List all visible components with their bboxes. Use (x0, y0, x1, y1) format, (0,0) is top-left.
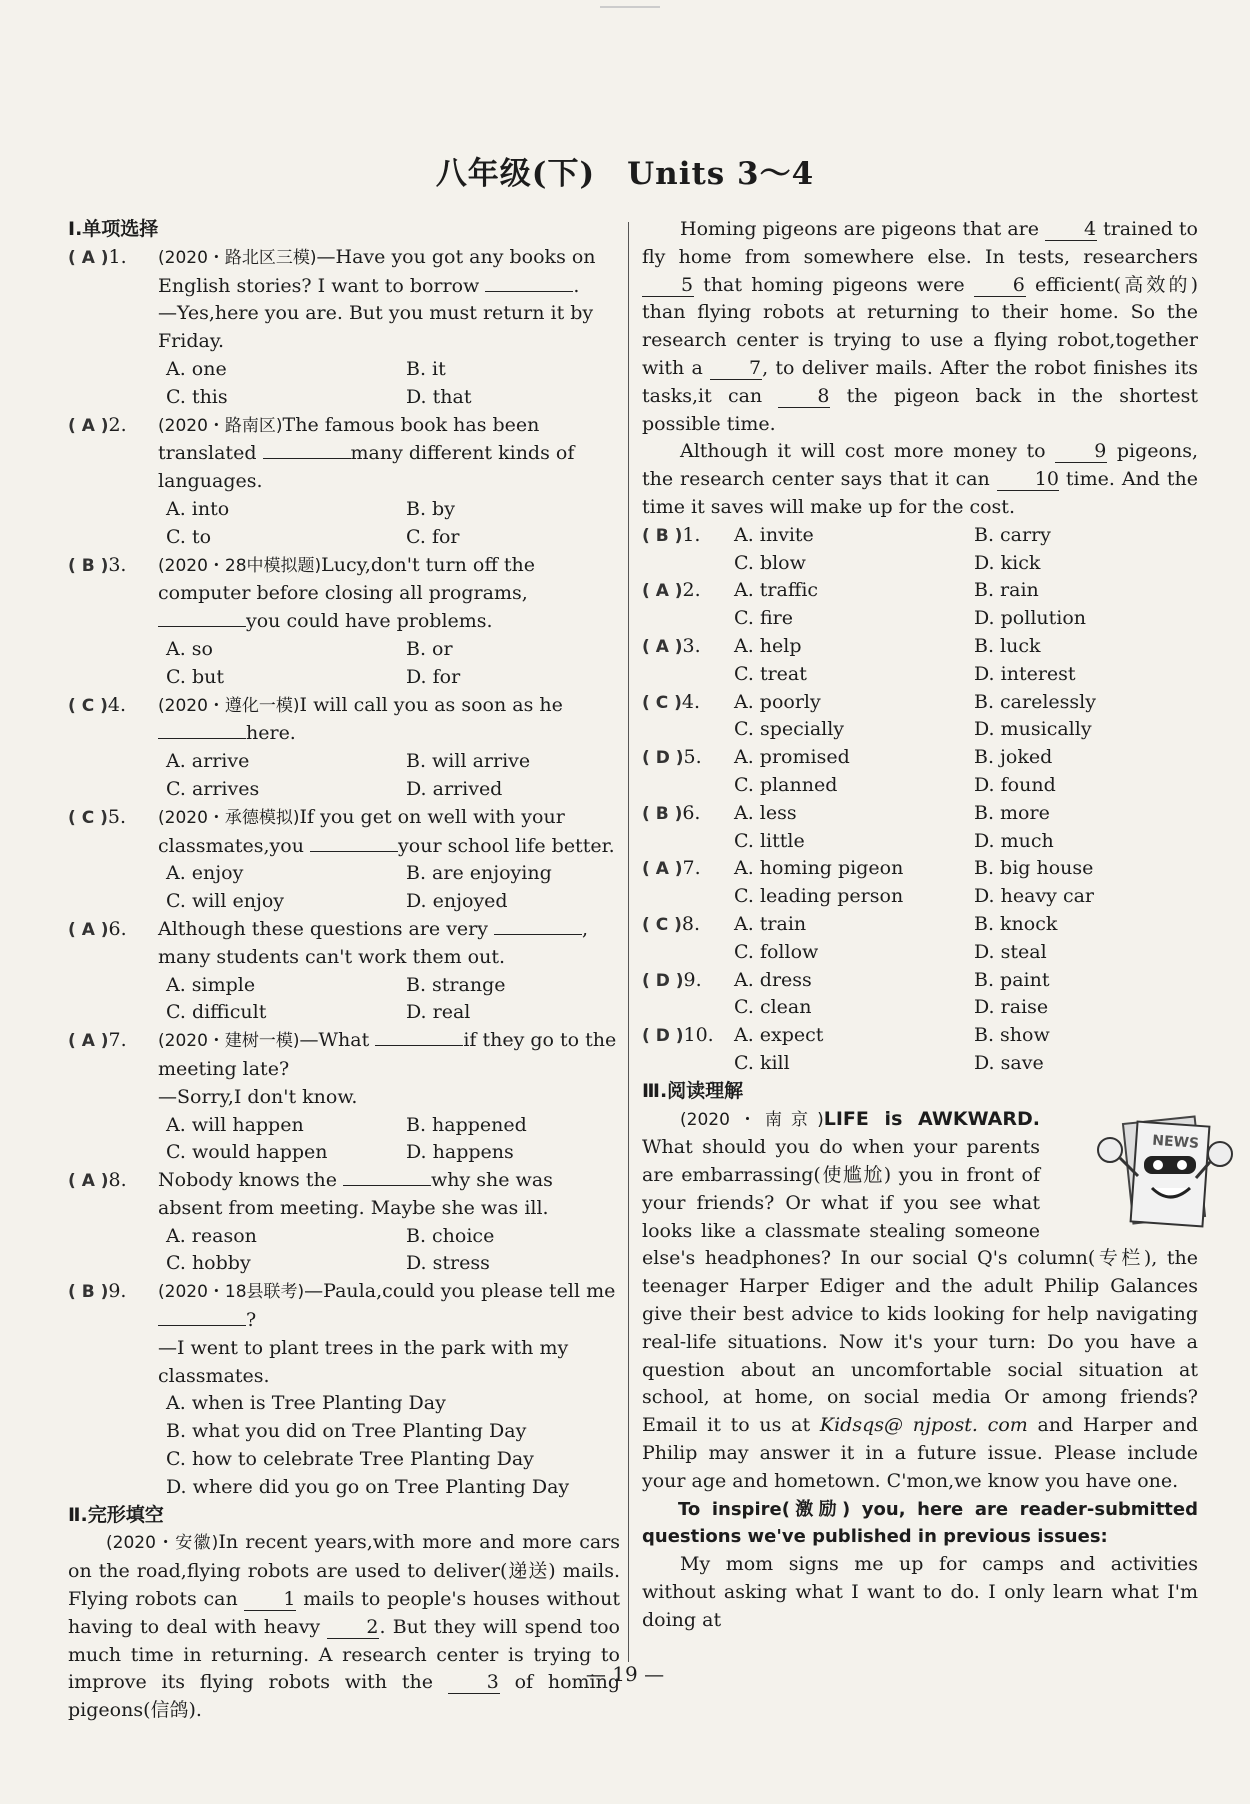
option-list (734, 967, 1198, 1023)
option: B. it (406, 357, 446, 380)
question-number: 1. (682, 523, 701, 546)
question-number: 6. (682, 801, 701, 824)
option: B. show (974, 1024, 1050, 1047)
option: C. hobby (166, 1252, 251, 1275)
answer-mark: ( B ) (642, 803, 683, 824)
option: A. will happen (166, 1113, 304, 1136)
option: D. musically (974, 718, 1092, 741)
blank-4: 4 (1045, 218, 1097, 241)
question-stem: (2020・建树一模)—What if they go to the meeting late? (158, 1029, 617, 1080)
option: D. save (974, 1051, 1044, 1074)
option: C. to (166, 525, 212, 548)
option-list (158, 1112, 620, 1168)
question-stem: (2020・28中模拟题)Lucy,don't turn off the computer before closing all programs, you could have problems. (158, 553, 535, 633)
section-1-heading: Ⅰ.单项选择 (68, 218, 159, 240)
option: C. arrives (166, 777, 260, 800)
question-source: (2020・建树一模) (158, 1031, 300, 1052)
option: D. heavy car (974, 885, 1095, 908)
option: A. traffic (734, 579, 819, 602)
reading-headline: LIFE is AWKWARD. (823, 1107, 1040, 1130)
option-list (734, 522, 1198, 578)
section-2-heading: Ⅱ.完形填空 (68, 1503, 164, 1526)
answer-mark: ( A ) (68, 247, 109, 268)
question-stem: Although these questions are very , many students can't work them out. (158, 917, 589, 968)
option: B. big house (974, 857, 1094, 880)
question-number: 4. (107, 693, 126, 716)
cloze-question (642, 689, 1198, 745)
page-title: 八年级(下) Units 3～4 (435, 156, 815, 192)
question-number: 5. (683, 746, 702, 769)
answer-mark: ( A ) (68, 1031, 109, 1052)
option-list (734, 689, 1198, 745)
option: A. promised (734, 746, 850, 769)
option: A. simple (166, 973, 256, 996)
option: D. stress (406, 1252, 490, 1275)
option-list (734, 800, 1198, 856)
answer-blank (158, 608, 246, 627)
mc-question (68, 804, 620, 916)
mc-question (68, 1027, 620, 1167)
question-stem: Nobody knows the why she was absent from meeting. Maybe she was ill. (158, 1169, 553, 1219)
answer-mark: ( C ) (642, 692, 682, 713)
news-mascot-image (1048, 1112, 1198, 1232)
mc-question (68, 412, 620, 552)
option: A. invite (734, 523, 814, 546)
blank-3: 3 (448, 1671, 500, 1694)
answer-mark: ( C ) (642, 914, 682, 935)
option: C. kill (734, 1051, 790, 1074)
option: A. so (166, 637, 213, 660)
question-number: 9. (108, 1280, 127, 1303)
option: A. dress (734, 968, 812, 991)
answer-mark: ( C ) (68, 695, 108, 716)
option: D. kick (974, 551, 1041, 574)
option: A. homing pigeon (734, 857, 904, 880)
cloze-passage-part1: (2020・安徽)In recent years,with more and more cars on the road,flying robots are used to deliver(递送) mails. Flying robots can 1 mails to people's houses without having to deal with heavy 2. But they will spend too much time in returning. A research center is trying to improve its flying robots with the 3 of homing pigeons(信鸽). (68, 1531, 621, 1722)
mc-question (68, 1167, 620, 1278)
option: C. difficult (166, 1001, 267, 1024)
question-number: 2. (108, 413, 127, 436)
option: D. found (974, 773, 1056, 796)
option: B. choice (406, 1224, 495, 1247)
inspire-heading: To inspire(激励) you, here are reader-submitted questions we've published in previous issues: (642, 1498, 1198, 1548)
blank-2: 2 (327, 1616, 379, 1639)
blank-5: 5 (642, 274, 694, 297)
section-1-questions (68, 244, 620, 1502)
option-list (734, 577, 1198, 633)
option: C. but (166, 665, 224, 688)
question-stem: (2020・路北区三模)—Have you got any books on English stories? I want to borrow . (158, 245, 596, 297)
option-list (158, 748, 620, 804)
question-stem-line: —Yes,here you are. But you must return it by Friday. (158, 302, 594, 353)
question-source: (2020・路南区) (158, 415, 283, 436)
cloze-question (642, 967, 1198, 1023)
mc-question (68, 552, 620, 692)
option: A. enjoy (166, 862, 244, 885)
option: C. planned (734, 773, 838, 796)
answer-blank (310, 833, 398, 852)
answer-blank (485, 273, 573, 292)
question-number: 6. (108, 917, 127, 940)
option: B. strange (406, 973, 506, 996)
cloze-question (642, 633, 1198, 689)
question-number: 5. (107, 805, 126, 828)
question-source: (2020・18县联考) (158, 1282, 305, 1303)
option-list (734, 855, 1198, 911)
answer-mark: ( A ) (642, 581, 683, 602)
question-source: (2020・承德模拟) (158, 807, 300, 828)
answer-blank (375, 1027, 463, 1046)
answer-mark: ( A ) (642, 859, 683, 880)
option: C. for (406, 525, 460, 548)
question-number: 7. (682, 857, 701, 880)
option: D. enjoyed (406, 890, 508, 913)
option-list (158, 496, 620, 552)
option: B. knock (974, 912, 1058, 935)
question-number: 3. (682, 634, 701, 657)
option: B. or (406, 637, 453, 660)
question-stem: (2020・18县联考)—Paula,could you please tell me ? (158, 1280, 616, 1332)
option: D. for (406, 665, 461, 688)
option: A. help (734, 634, 802, 657)
answer-blank (494, 916, 582, 935)
reading-passage-cont: My mom signs me up for camps and activities without asking what I want to do. I only learn what I'm doing at (642, 1553, 1198, 1631)
mc-question (68, 244, 620, 412)
option: C. this (166, 385, 228, 408)
question-number: 3. (108, 553, 127, 576)
option: C. little (734, 829, 805, 852)
option: D. that (406, 385, 472, 408)
reading-source: (2020・南京) (680, 1109, 824, 1130)
option: A. less (734, 801, 797, 824)
email-address: Kidsqs@ njpost. com (819, 1414, 1028, 1437)
answer-mark: ( A ) (68, 1171, 109, 1192)
news-label: NEWS (1151, 1132, 1200, 1152)
answer-mark: ( A ) (642, 636, 683, 657)
option-list (158, 860, 620, 916)
question-number: 10. (683, 1024, 714, 1047)
option: A. expect (734, 1024, 824, 1047)
option: D. raise (974, 996, 1049, 1019)
option: B. joked (974, 746, 1053, 769)
cloze-question (642, 1022, 1198, 1078)
answer-mark: ( D ) (642, 748, 684, 769)
answer-blank (263, 440, 351, 459)
left-column (68, 216, 620, 1725)
option: B. luck (974, 634, 1041, 657)
cloze-question (642, 577, 1198, 633)
cloze-passage-part2: Homing pigeons are pigeons that are 4 trained to fly home from somewhere else. In tests, researchers 5 that homing pigeons were 6 efficient(高效的) than flying robots at returning to their home. So the research center is trying to use a flying robot,together with a 7, to deliver mails. After the robot finishes its tasks,it can 8 the pigeon back in the shortest possible time. (642, 218, 1199, 435)
option: B. are enjoying (406, 862, 552, 885)
option: A. train (734, 912, 807, 935)
cloze-question (642, 522, 1198, 578)
option: D. pollution (974, 607, 1087, 630)
option: B. will arrive (406, 750, 531, 773)
answer-mark: ( D ) (642, 970, 684, 991)
question-number: 8. (108, 1169, 127, 1192)
option-list (734, 911, 1198, 967)
page-number: — 19 — (585, 1662, 665, 1686)
question-number: 7. (108, 1029, 127, 1052)
cloze-question (642, 744, 1198, 800)
reading-passage: NEWS (2020・南京)LIFE is AWKWARD. What should you do when your parents are embarrassing(使尴尬) you in front of your friends? Or what if you see what looks like a classmate stealing someone else's headphones? In our social Q's column(专栏), the teenager Harper Ediger and the adult Philip Galances give their best advice to kids looking for help navigating real-life situations. Now it's your turn: Do you have a question about an uncomfortable social situation at school, at home, on social media Or among friends? Email it to us at Kidsqs@ njpost. com and Harper and Philip may answer it in a future issue. Please include your age and hometown. C'mon,we know you have one. (642, 1106, 1198, 1496)
option: B. rain (974, 579, 1039, 602)
scan-mark (600, 6, 660, 8)
option: B. carry (974, 523, 1051, 546)
question-stem: (2020・路南区)The famous book has been translated many different kinds of languages. (158, 413, 575, 493)
option-list (734, 744, 1198, 800)
answer-blank (158, 1307, 246, 1326)
mc-question (68, 692, 620, 804)
option: C. how to celebrate Tree Planting Day (166, 1448, 534, 1471)
cloze-options (642, 522, 1198, 1078)
option: C. would happen (166, 1141, 328, 1164)
blank-7: 7 (710, 357, 762, 380)
option: B. more (974, 801, 1050, 824)
option: A. reason (166, 1224, 257, 1247)
mc-question (68, 916, 620, 1027)
option-list (734, 633, 1198, 689)
option-list (158, 1223, 620, 1279)
answer-mark: ( B ) (68, 555, 109, 576)
option: C. treat (734, 662, 807, 685)
question-number: 8. (681, 912, 700, 935)
option: A. poorly (734, 690, 821, 713)
option: C. leading person (734, 885, 904, 908)
option: D. where did you go on Tree Planting Day (166, 1475, 570, 1498)
option-list (158, 636, 620, 692)
option-list (158, 1390, 620, 1501)
question-stem: (2020・遵化一模)I will call you as soon as he here. (158, 693, 563, 745)
option: D. real (406, 1001, 471, 1024)
blank-6: 6 (974, 274, 1026, 297)
option: C. follow (734, 940, 819, 963)
option-list (734, 1022, 1198, 1078)
option: A. into (166, 497, 230, 520)
right-column (642, 216, 1198, 1635)
option: C. clean (734, 996, 812, 1019)
cloze-source: (2020・安徽) (106, 1533, 219, 1554)
option: A. when is Tree Planting Day (166, 1392, 446, 1415)
option: D. steal (974, 940, 1047, 963)
section-3-heading: Ⅲ.阅读理解 (642, 1079, 744, 1102)
answer-mark: ( A ) (68, 919, 109, 940)
cloze-question (642, 800, 1198, 856)
option: A. one (166, 357, 227, 380)
option: B. by (406, 497, 455, 520)
question-number: 9. (683, 968, 702, 991)
option: B. what you did on Tree Planting Day (166, 1420, 527, 1443)
option: A. arrive (166, 750, 250, 773)
question-stem: (2020・承德模拟)If you get on well with your classmates,you your school life better. (158, 805, 615, 857)
question-number: 2. (682, 579, 701, 602)
answer-mark: ( A ) (68, 415, 109, 436)
question-source: (2020・路北区三模) (158, 247, 317, 268)
question-stem-line: —Sorry,I don't know. (158, 1085, 358, 1108)
question-source: (2020・遵化一模) (158, 695, 300, 716)
answer-mark: ( D ) (642, 1026, 684, 1047)
option-list (158, 972, 620, 1028)
answer-mark: ( C ) (68, 807, 108, 828)
option: D. interest (974, 662, 1076, 685)
option: D. arrived (406, 777, 503, 800)
blank-8: 8 (778, 385, 830, 408)
mc-question (68, 1278, 620, 1501)
option: C. will enjoy (166, 890, 285, 913)
option: D. much (974, 829, 1054, 852)
cloze-question (642, 911, 1198, 967)
cloze-passage-part3: Although it will cost more money to 9 pigeons, the research center says that it can 10 time. And the time it saves will make up for the cost. (642, 440, 1199, 518)
question-stem-line: —I went to plant trees in the park with my classmates. (158, 1336, 569, 1387)
news-mascot-icon (1086, 1112, 1236, 1232)
blank-9: 9 (1055, 440, 1107, 463)
answer-blank (158, 720, 246, 739)
option: D. happens (406, 1141, 514, 1164)
answer-blank (343, 1167, 431, 1186)
question-number: 4. (681, 690, 700, 713)
option: C. blow (734, 551, 806, 574)
option: B. happened (406, 1113, 527, 1136)
question-source: (2020・28中模拟题) (158, 555, 322, 576)
option: C. fire (734, 607, 793, 630)
answer-mark: ( B ) (68, 1282, 109, 1303)
option-list (158, 356, 620, 412)
cloze-question (642, 855, 1198, 911)
option: B. paint (974, 968, 1050, 991)
blank-10: 10 (997, 468, 1059, 491)
question-number: 1. (108, 245, 127, 268)
blank-1: 1 (244, 1588, 296, 1611)
option: C. specially (734, 718, 845, 741)
option: B. carelessly (974, 690, 1096, 713)
answer-mark: ( B ) (642, 525, 683, 546)
